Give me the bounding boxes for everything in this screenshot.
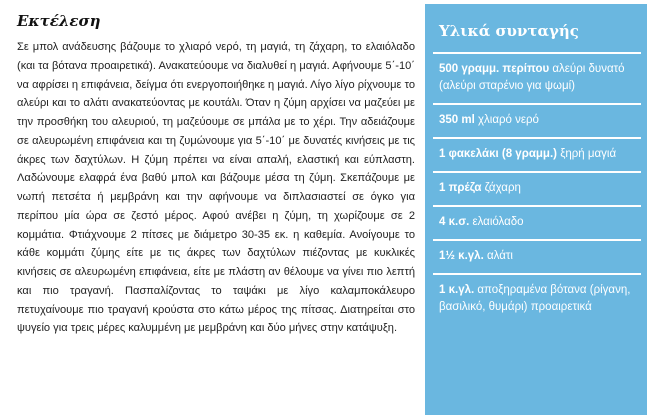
- ingredient-description: ελαιόλαδο: [472, 216, 524, 228]
- ingredient-description: ξηρή μαγιά: [560, 148, 617, 160]
- ingredient-quantity: 4 κ.σ.: [439, 216, 470, 228]
- ingredient-item: [433, 52, 641, 103]
- ingredient-item: [433, 273, 641, 324]
- ingredient-description: αλάτι: [486, 250, 513, 262]
- ingredient-quantity: 350 ml: [439, 114, 475, 126]
- ingredient-description: αλεύρι δυνατό (αλεύρι σταρένιο για ψωμί): [439, 63, 625, 92]
- ingredient-quantity: 1 πρέζα: [439, 182, 482, 194]
- ingredient-description: ζάχαρη: [484, 182, 521, 194]
- ingredient-item: [433, 239, 641, 273]
- ingredient-quantity: 1 φακελάκι (8 γραμμ.): [439, 148, 557, 160]
- method-section: [17, 8, 415, 338]
- ingredient-item: [433, 137, 641, 171]
- ingredient-quantity: 500 γραμμ. περίπου: [439, 63, 550, 75]
- ingredient-item: [433, 103, 641, 137]
- method-text: Σε μπολ ανάδευσης βάζουμε το χλιαρό νερό, τη μαγιά, τη ζάχαρη, το ελαιόλαδο (και τα βότανα προαιρετικά). Ανακατεύουμε να διαλυθεί η μαγιά. Αφήνουμε 5΄-10΄ να αφρίσει η επιφάνεια, δείγμα ότι ενεργοποιήθηκε η μαγιά. Λίγο λίγο ρίχνουμε το αλεύρι και το αλάτι ανακατεύοντας με κουτάλι. Όταν η ζύμη αρχίσει να μαζεύει με την προσθήκη του αλευριού, τη μαζεύουμε σε μπάλα με το χέρι. Την αδειάζουμε σε αλευρωμένη επιφάνεια και τη ζυμώνουμε για 5΄-10΄ με δυνατές κινήσεις με τις άκρες των δαχτύλων. Η ζύμη πρέπει να είναι απαλή, ελαστική και εύπλαστη. Λαδώνουμε ελαφρά ένα βαθύ μπολ και βάζουμε μέσα τη ζύμη. Σκεπάζουμε με νωπή πετσέτα ή μεμβράνη και την αφήνουμε να διπλασιαστεί σε όγκο για περίπου μία ώρα σε ζεστό μέρος. Αφού ανέβει η ζύμη, τη χωρίζουμε σε 2 κομμάτια. Φτιάχνουμε 2 πίτσες με διάμετρο 30-35 εκ. η καθεμία. Ανοίγουμε το κάθε κομμάτι ζύμης είτε με τις άκρες των δαχτύλων πιέζοντας με κυκλικές κινήσεις σε αλευρωμένη επιφάνεια, είτε με πλάστη αν θέλουμε να γίνει πιο λεπτή και πιο τραγανή. Πασπαλίζοντας το ταψάκι με λίγο καλαμποκάλευρο πετυχαίνουμε πιο τραγανή κρούστα στο κάτω μέρος της πίτσας. Διατηρείται στο ψυγείο για τρεις μέρες καλυμμένη με μεμβράνη και δύο μήνες στην κατάψυξη.: [17, 41, 415, 335]
- ingredient-quantity: 1½ κ.γλ.: [439, 250, 484, 262]
- method-title: Εκτέλεση: [17, 12, 101, 30]
- ingredient-item: [433, 171, 641, 205]
- ingredient-description: χλιαρό νερό: [478, 114, 539, 126]
- ingredients-panel: [425, 4, 647, 415]
- ingredient-description: αποξηραμένα βότανα (ρίγανη, βασιλικό, θυμάρι) προαιρετικά: [439, 284, 631, 313]
- ingredient-item: [433, 205, 641, 239]
- ingredients-list: [425, 52, 647, 324]
- ingredients-title: Υλικά συνταγής: [439, 22, 579, 40]
- ingredient-quantity: 1 κ.γλ.: [439, 284, 475, 296]
